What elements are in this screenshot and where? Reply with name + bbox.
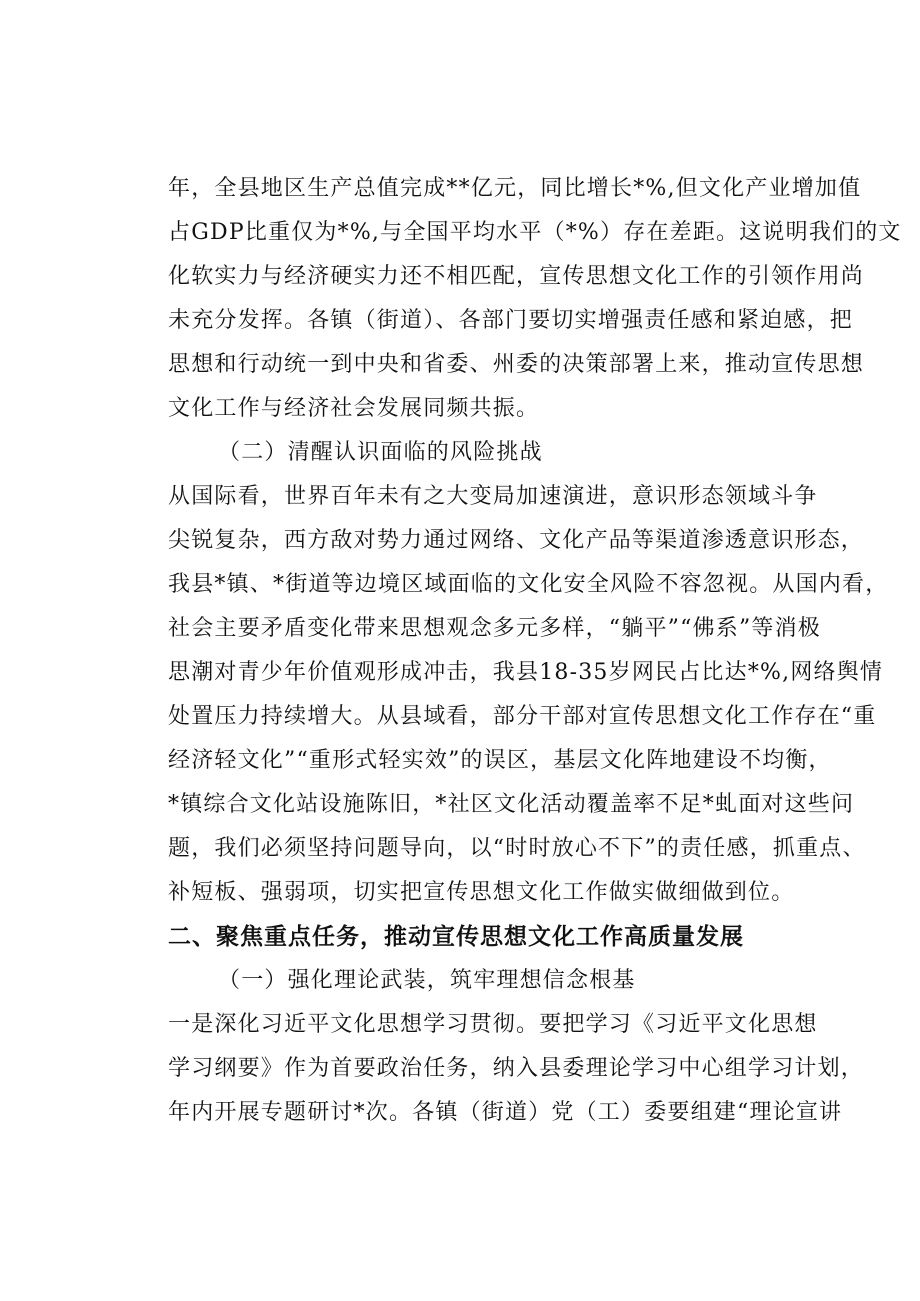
paragraph-line: 占GDP比重仅为*%,与全国平均水平（*%）存在差距。这说明我们的文 bbox=[168, 220, 902, 245]
section-subheading: （二）清醒认识面临的风险挑战 bbox=[218, 440, 543, 465]
paragraph-line: 一是深化习近平文化思想学习贯彻。要把学习《习近平文化思想 bbox=[168, 1012, 818, 1037]
paragraph-line: 社会主要矛盾变化带来思想观念多元多样，“躺平”“佛系”等消极 bbox=[168, 616, 821, 641]
paragraph-line: 处置压力持续增大。从县域看，部分干部对宣传思想文化工作存在“重 bbox=[168, 704, 877, 729]
paragraph-line: 补短板、强弱项，切实把宣传思想文化工作做实做细做到位。 bbox=[168, 880, 795, 905]
paragraph-line: 我县*镇、*街道等边境区域面临的文化安全风险不容忽视。从国内看， bbox=[168, 572, 889, 597]
section-heading: 二、聚焦重点任务，推动宣传思想文化工作高质量发展 bbox=[168, 924, 744, 950]
paragraph-line: 思想和行动统一到中央和省委、州委的决策部署上来，推动宣传思想 bbox=[168, 352, 865, 377]
paragraph-line: 文化工作与经济社会发展同频共振。 bbox=[168, 396, 540, 421]
paragraph-line: 年，全县地区生产总值完成**亿元，同比增长*%,但文化产业增加值 bbox=[168, 176, 862, 201]
paragraph-line: 年内开展专题研讨*次。各镇（街道）党（工）委要组建“理论宣讲 bbox=[168, 1100, 843, 1125]
paragraph-line: 未充分发挥。各镇（街道）、各部门要切实增强责任感和紧迫感，把 bbox=[168, 308, 854, 333]
paragraph-line: *镇综合文化站设施陈旧，*社区文化活动覆盖率不足*虬面对这些问 bbox=[168, 792, 855, 817]
paragraph-line: 从国际看，世界百年未有之大变局加速演进，意识形态领域斗争 bbox=[168, 484, 818, 509]
paragraph-line: 题，我们必须坚持问题导向，以“时时放心不下”的责任感，抓重点、 bbox=[168, 836, 866, 861]
paragraph-line: 尖锐复杂，西方敌对势力通过网络、文化产品等渠道渗透意识形态， bbox=[168, 528, 865, 553]
paragraph-line: 思潮对青少年价值观形成冲击，我县18-35岁网民占比达*%,网络舆情 bbox=[168, 660, 884, 685]
paragraph-line: 学习纲要》作为首要政治任务，纳入县委理论学习中心组学习计划， bbox=[168, 1056, 865, 1081]
section-subheading: （一）强化理论武装，筑牢理想信念根基 bbox=[218, 968, 636, 993]
paragraph-line: 化软实力与经济硬实力还不相匹配，宣传思想文化工作的引领作用尚 bbox=[168, 264, 865, 289]
paragraph-line: 经济轻文化”“重形式轻实效”的误区，基层文化阵地建设不均衡， bbox=[168, 748, 832, 773]
